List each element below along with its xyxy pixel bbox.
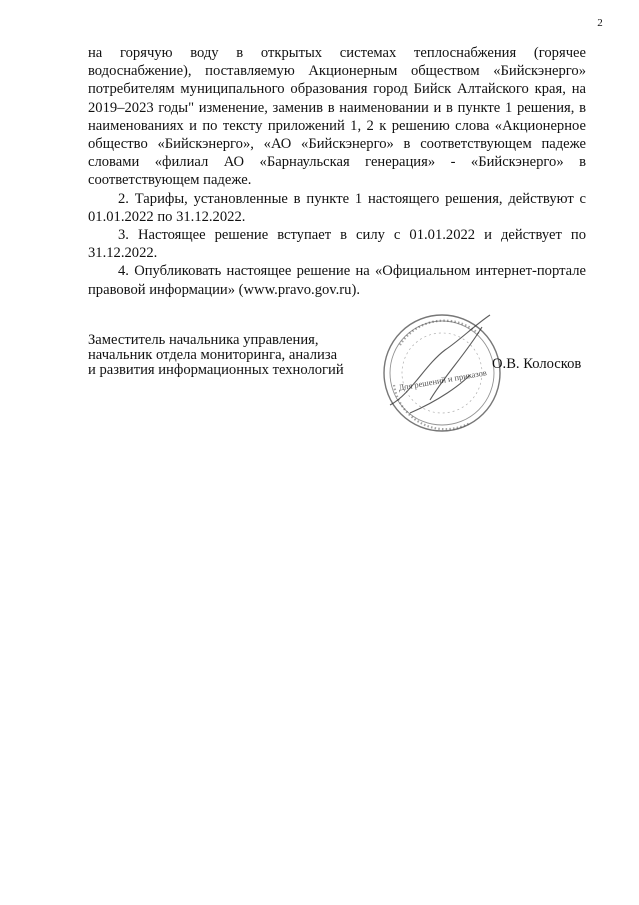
- page-number: 2: [597, 17, 603, 29]
- handwritten-signature: [390, 315, 490, 413]
- document-body: [88, 44, 586, 299]
- signer-title-line: и развития информационных технологий: [88, 362, 344, 379]
- paragraph-continuation: на горячую воду в открытых системах теплоснабжения (горячее водоснабжение), поставляемую Акционерным обществом «Бийскэнерго» потребителям муниципального образования город Бийск Алтайского края, на 2019–2023 годы" изменение, заменив в наименовании и в пункте 1 решения, в наименованиях и по тексту приложений 1, 2 к решению слова «Акционерное общество «Бийскэнерго», «АО «Бийскэнерго» в соответствующем падеже словами «филиал АО «Барнаульская генерация» - «Бийскэнерго» в соответствующем падеже.: [88, 45, 586, 189]
- signer-name: О.В. Колосков: [492, 356, 582, 372]
- paragraph-publication: 4. Опубликовать настоящее решение на «Официальном интернет-портале правовой информации» (www.pravo.gov.ru).: [88, 263, 586, 298]
- signer-title-line: начальник отдела мониторинга, анализа: [88, 347, 338, 364]
- paragraph-effective-date: 3. Настоящее решение вступает в силу с 01.01.2022 и действует по 31.12.2022.: [88, 227, 586, 262]
- paragraph-tariffs-period: 2. Тарифы, установленные в пункте 1 настоящего решения, действуют с 01.01.2022 по 31.12.2022.: [88, 190, 586, 225]
- official-stamp: [370, 305, 520, 445]
- signer-title-block: [88, 333, 378, 379]
- stamp-text: Для решений и приказов: [397, 367, 488, 393]
- signer-title-line: Заместитель начальника управления,: [88, 332, 319, 348]
